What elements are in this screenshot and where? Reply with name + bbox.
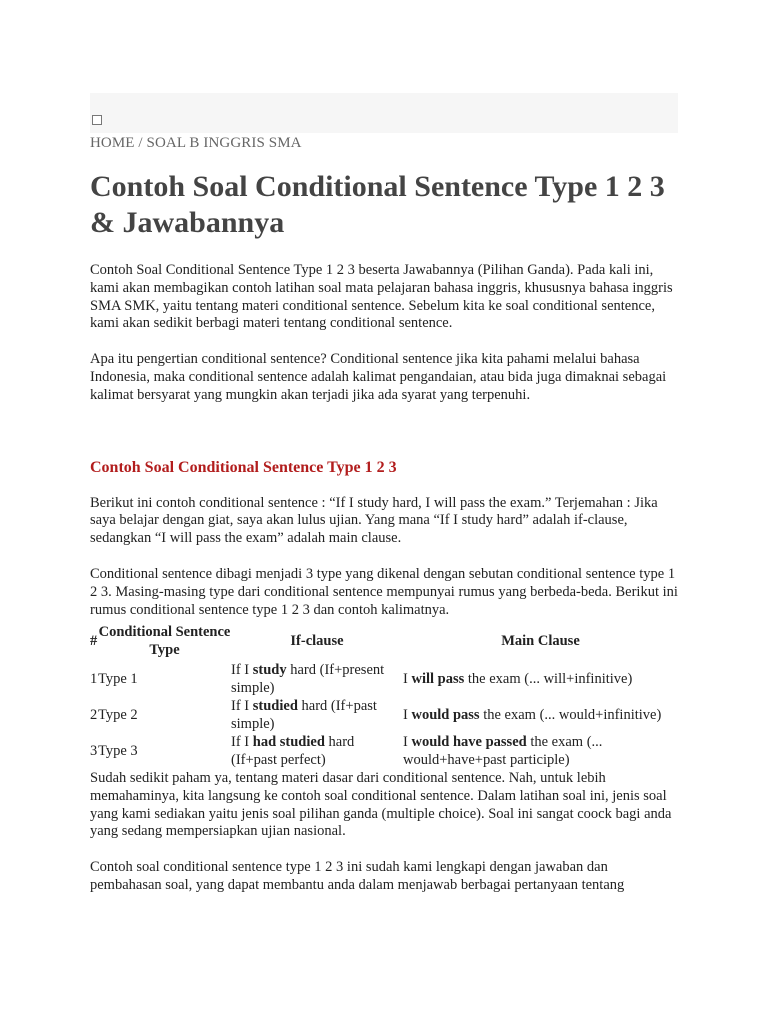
row-if-clause: If I studied hard (If+past simple) xyxy=(231,698,377,732)
breadcrumb xyxy=(90,134,678,152)
row-number: 1 xyxy=(90,671,98,688)
table-row xyxy=(90,698,678,734)
row-number: 3 xyxy=(90,743,98,760)
breadcrumb-home-link[interactable]: HOME xyxy=(90,135,135,151)
row-type: Type 3 xyxy=(98,743,138,760)
body-paragraph-3: Sudah sedikit paham ya, tentang materi dasar dari conditional sentence. Nah, untuk lebih memahaminya, kita langsung ke contoh soal conditional sentence. Dalam latihan soal ini, jenis soal yang kami sediakan yaitu jenis soal pilihan ganda (multiple choice). Soal ini sangat coock bagi anda yang sedang mempersiapkan ujian nasional. xyxy=(90,769,672,840)
broken-image-icon xyxy=(92,115,102,125)
intro-paragraph-1: Contoh Soal Conditional Sentence Type 1 2 3 beserta Jawabannya (Pilihan Ganda). Pada kali ini, kami akan membagikan contoh latihan soal mata pelajaran bahasa inggris, khususnya bahasa inggris SMA SMK, yaitu tentang materi conditional sentence. Sebelum kita ke soal conditional sentence, kami akan sedikit berbagi materi tentang conditional sentence. xyxy=(90,262,673,332)
body-paragraph-1: Berikut ini contoh conditional sentence : “If I study hard, I will pass the exam.” Terjemahan : Jika saya belajar dengan giat, saya akan lulus ujian. Yang mana “If I study hard” adalah if-clause, sedangkan “I will pass the exam” adalah main clause. xyxy=(90,494,658,547)
row-main-clause: I would pass the exam (... would+infinitive) xyxy=(403,707,662,724)
row-type: Type 2 xyxy=(98,707,138,724)
row-type: Type 1 xyxy=(98,671,138,688)
row-number: 2 xyxy=(90,707,98,724)
col-header-main-clause: Main Clause xyxy=(501,633,580,650)
ad-banner[interactable] xyxy=(90,93,678,133)
body-paragraph-2: Conditional sentence dibagi menjadi 3 type yang dikenal dengan sebutan conditional sentence type 1 2 3. Masing-masing type dari conditional sentence mempunyai rumus yang berbeda-beda. Berikut ini rumus conditional sentence type 1 2 3 dan contoh kalimatnya. xyxy=(90,565,678,618)
col-header-if-clause: If-clause xyxy=(290,633,344,650)
table-row xyxy=(90,734,678,770)
section-heading: Contoh Soal Conditional Sentence Type 1 2 3 xyxy=(90,458,397,476)
col-header-number: # xyxy=(90,633,98,650)
col-header-type: Conditional Sentence Type xyxy=(98,624,231,659)
row-if-clause: If I study hard (If+present simple) xyxy=(231,662,385,696)
table-row xyxy=(90,662,678,698)
row-main-clause: I would have passed the exam (... would+have+past participle) xyxy=(403,734,603,768)
table-header-row xyxy=(90,621,678,662)
conditional-types-table xyxy=(90,621,678,770)
intro-paragraph-2: Apa itu pengertian conditional sentence? Conditional sentence jika kita pahami melalui bahasa Indonesia, maka conditional sentence adalah kalimat pengandaian, atau bida juga dimaknai sebagai kalimat bersyarat yang mungkin akan terjadi jika ada syarat yang terpenuhi. xyxy=(90,351,667,403)
row-main-clause: I will pass the exam (... will+infinitive) xyxy=(403,671,633,688)
breadcrumb-separator: / xyxy=(134,135,147,151)
page-title: Contoh Soal Conditional Sentence Type 1 2 3 & Jawabannya xyxy=(90,170,665,239)
row-if-clause: If I had studied hard (If+past perfect) xyxy=(231,734,355,768)
body-paragraph-4: Contoh soal conditional sentence type 1 2 3 ini sudah kami lengkapi dengan jawaban dan pembahasan soal, yang dapat membantu anda dalam menjawab berbagai pertanyaan tentang xyxy=(90,859,625,893)
breadcrumb-section-link[interactable]: SOAL B INGGRIS SMA xyxy=(146,135,302,151)
article-container xyxy=(90,93,678,895)
